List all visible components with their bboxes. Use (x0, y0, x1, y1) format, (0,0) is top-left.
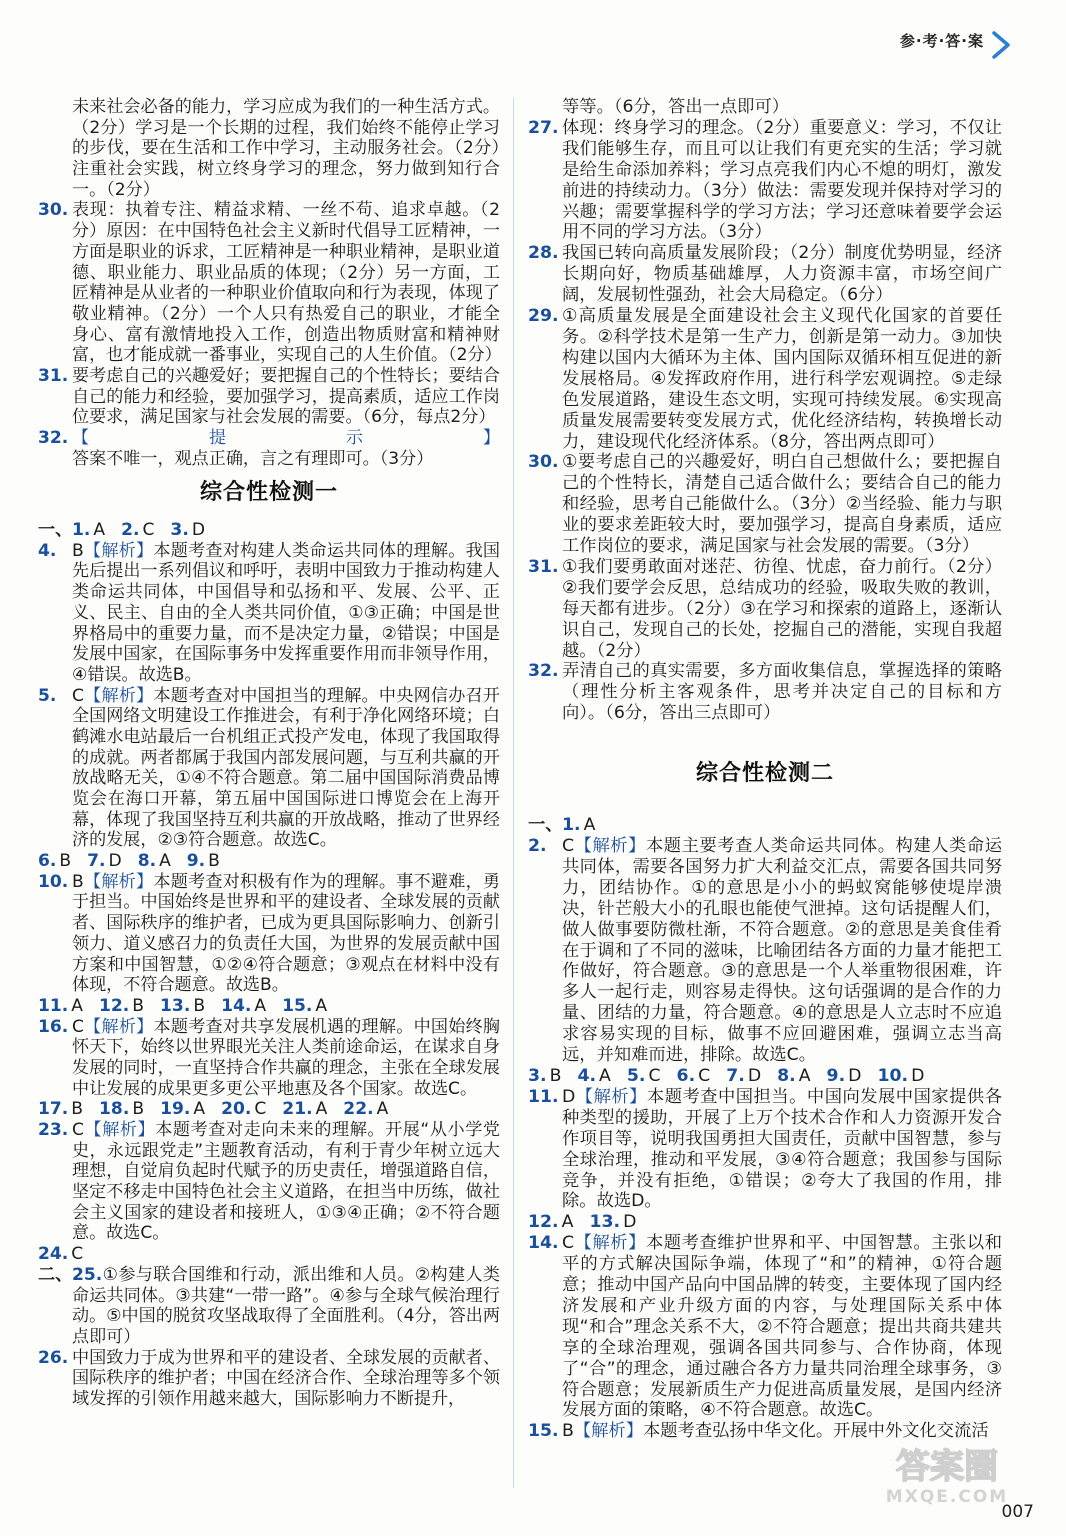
answer-text: 本题考查中国担当。中国向发展中国家提供各种类型的援助，开展了上万个技术合作和人力资源开发合作项目等，说明我国勇担大国责任，贡献中国智慧，参与全球治理，推动和平发展，③④符合题意；我国参与国际竞争，并没有拒绝，①错误；②夸大了我国的作用，排除。故选D。 (562, 1086, 1002, 1212)
answer-letter: C (142, 520, 155, 541)
question-number: 14. (528, 1233, 559, 1254)
answer-text: 等等。（6分，答出一点即可） (562, 97, 790, 117)
section-label: 一、 (38, 520, 73, 541)
question-number: 19. (160, 1099, 191, 1120)
answer-text: 未来社会必备的能力，学习应成为我们的一种生活方式。（2分）学习是一个长期的过程，我们始终不能停止学习的步伐，要在生活和工作中学习，主动服务社会。（2分）注重社会实践，树立终身学习的理念，努力做到知行合一。（2分） (72, 97, 500, 200)
analysis-tag: 【解析】 (575, 1086, 647, 1107)
question-number: 13. (589, 1212, 621, 1233)
answer-letter: B (59, 851, 72, 872)
analysis-tag: 【提示】 (72, 428, 500, 448)
answer-letter: D (191, 520, 205, 541)
answer-text: 本题考查对中国担当的理解。中央网信办召开全国网络文明建设工作推进会，有利于净化网络环境；白鹤滩水电站最后一台机组正式投产发电，体现了我国取得的成就。两者都属于我国内部发展问题，与互利共赢的开放战略无关，①④不符合题意。第二届中国国际消费品博览会在海口开幕，第五届中国国际进口博览会在上海开幕，体现了我国坚持互利共赢的开放战略，推动了世界经济的发展，②③符合题意。故选C。 (72, 685, 501, 851)
question-number: 15. (282, 995, 313, 1016)
question-number: 2. (121, 520, 140, 541)
answer-item (528, 836, 1002, 1066)
answer-item (38, 366, 500, 428)
answer-text: 本题考查对构建人类命运共同体的理解。我国先后提出一系列倡议和呼吁，表明中国致力于推动构建人类命运共同体，中国倡导和弘扬和平、发展、公平、正义、民主、自由的全人类共同价值，①③正确；中国是世界格局中的重要力量，而不是决定力量，②错误；中国是发展中国家，在国际事务中发挥重要作用而非领导作用，④错误。故选B。 (72, 540, 501, 685)
question-number: 二、 (38, 1264, 73, 1285)
answer-letter: C (648, 1065, 661, 1086)
answer-item (528, 1421, 1002, 1442)
analysis-tag: 【解析】 (574, 836, 646, 856)
question-number: 10. (877, 1065, 909, 1086)
question-number: 9. (186, 851, 206, 872)
answer-item (38, 428, 500, 469)
answer-item (528, 118, 1002, 243)
question-number: 32. (528, 661, 559, 682)
answer-item (528, 452, 1002, 557)
watermark-logo (872, 1442, 1022, 1506)
right-column (528, 97, 1002, 1442)
answer-letter: C (72, 1120, 84, 1140)
analysis-tag: 【解析】 (574, 1233, 646, 1254)
analysis-tag: 【解析】 (573, 1421, 643, 1442)
question-number: 8. (777, 1065, 796, 1086)
question-number: 6. (38, 851, 57, 872)
answer-letter: B (72, 540, 84, 561)
answer-text: 本题考查维护世界和平、中国智慧。主张以和平的方式解决国际争端，体现了“和”的精神，①符合题意；推动中国产品向中国品牌的转变，主要体现了国内经济发展和产业升级方面的内容，与处理国际关系中体现“和合”理念关系不大，②不符合题意；提出共商共建共享的全球治理观，强调各国共同参与、合作协商，体现了“合”的理念，通过融合各方力量共同治理全球事务，③符合题意；发展新质生产力促进高质量发展，是国内经济发展方面的策略，④不符合题意。故选C。 (562, 1233, 1002, 1421)
answer-letter: C (72, 1016, 84, 1037)
section-title: 综合性检测二 (695, 761, 834, 787)
question-number: 5. (38, 685, 57, 706)
answer-letter: A (193, 1099, 206, 1120)
answer-item (38, 1120, 500, 1244)
question-number: 29. (528, 306, 559, 327)
page-number: 007 (1001, 1502, 1034, 1522)
answer-letter: B (132, 995, 145, 1016)
choice-answers-row (528, 815, 1002, 836)
answer-item (38, 1348, 500, 1410)
analysis-tag: 【解析】 (83, 685, 154, 706)
answer-text: 弄清自己的真实需要，多方面收集信息，掌握选择的策略（理性分析主客观条件，思考并决定自己的目标和方向）。（6分，答出三点即可） (562, 661, 1002, 724)
question-number: 31. (38, 365, 69, 386)
question-number: 28. (528, 243, 559, 264)
question-number: 17. (38, 1099, 69, 1120)
question-number: 3. (528, 1065, 547, 1086)
column-divider (513, 98, 514, 1488)
analysis-tag: 【解析】 (83, 540, 154, 561)
question-number: 16. (38, 1016, 69, 1037)
answer-letter: C (562, 1233, 575, 1254)
continued-answer (38, 97, 500, 200)
answer-letter: D (848, 1065, 862, 1086)
question-number: 11. (528, 1086, 559, 1107)
answer-letter: A (254, 995, 267, 1016)
answer-text: 体现：终身学习的理念。（2分）重要意义：学习，不仅让我们能够生存，而且可以让我们有更充实的生活；学习就是给生命添加养料；学习点亮我们内心不熄的明灯，激发前进的持续动力。（3分）做法：需要发现并保持对学习的兴趣；需要掌握科学的学习方法；学习还意味着要学会运用不同的学习方法。（3分） (562, 117, 1002, 243)
answer-letter: A (561, 1212, 574, 1233)
question-number: 23. (38, 1120, 69, 1140)
page-header (900, 30, 984, 51)
question-number: 4. (577, 1065, 597, 1086)
answer-text: 答案不唯一，观点正确，言之有理即可。（3分） (72, 448, 434, 469)
answer-letter: B (562, 1421, 574, 1442)
continued-answer (528, 97, 1002, 118)
choice-answers-row (528, 1212, 1002, 1233)
choice-answers-row (38, 1244, 500, 1265)
question-number: 9. (826, 1065, 846, 1086)
question-number: 11. (38, 995, 69, 1016)
choice-answers-row (38, 851, 500, 872)
answer-letter: C (698, 1065, 711, 1086)
answer-letter: D (562, 1086, 576, 1107)
answer-letter: A (71, 995, 83, 1016)
answer-text: 本题主要考查人类命运共同体。构建人类命运共同体，需要各国努力扩大利益交汇点，需要各国共同努力，团结协作。①的意思是小小的蚂蚁窝能够使堤岸溃决，针芒般大小的孔眼也能使气泄掉。这句话提醒人们，做人做事要防微杜渐，不符合题意。②的意思是美食佳肴在于调和了不同的滋味，比喻团结各方面的力量才能把工作做好，符合题意。③的意思是一个人举重物很困难，许多人一起行走，则容易走得快。这句话强调的是合作的力量、团结的力量，符合题意。④的意思是人立志时不应追求容易实现的目标，做事不应回避困难，强调立志当高远，并知难而进，排除。故选C。 (562, 836, 1002, 1066)
choice-answers-row (38, 520, 500, 541)
answer-item (38, 200, 500, 366)
sub-question-number: 25. (72, 1264, 103, 1285)
question-number: 2. (528, 836, 547, 856)
answer-letter: C (71, 1244, 84, 1265)
answer-text: ①参与联合国维和行动，派出维和人员。②构建人类命运共同体。③共建“一带一路”。④参与全球气候治理行动。⑤中国的脱贫攻坚战取得了全面胜利。（4分，答出两点即可） (72, 1264, 500, 1347)
chevron-right-icon (990, 30, 1012, 60)
header-title: 参·考·答·案 (899, 32, 984, 50)
answer-letter: D (623, 1212, 637, 1233)
answer-item (528, 1233, 1002, 1421)
question-number: 21. (282, 1099, 313, 1120)
answer-text: 本题考查对积极有作为的理解。事不避难，勇于担当。中国始终是世界和平的建设者、全球发展的贡献者、国际秩序的维护者，已成为更具国际影响力、创新引领力、道义感召力的负责任大国，为世界的发展贡献中国方案和中国智慧，①②④符合题意；③观点在材料中没有体现，不符合题意。故选B。 (72, 871, 501, 996)
question-number: 31. (528, 556, 559, 577)
answer-item (38, 686, 500, 852)
answer-letter: C (254, 1099, 267, 1120)
analysis-tag: 【解析】 (83, 871, 154, 892)
question-number: 32. (38, 428, 69, 448)
answer-text: ①要考虑自己的兴趣爱好，明白自己想做什么；要把握自己的个性特长，清楚自己适合做什么；要结合自己的能力和经验，思考自己能做什么。（3分）②当经验、能力与职业的要求差距较大时，要加强学习，提高自身素质，适应工作岗位的要求，满足国家与社会发展的需要。（3分） (562, 452, 1002, 557)
left-column (38, 97, 500, 1410)
answer-item (38, 872, 500, 996)
question-number: 22. (343, 1099, 374, 1120)
answer-letter: B (132, 1099, 145, 1120)
answer-text: ①高质量发展是全面建设社会主义现代化国家的首要任务。②科学技术是第一生产力，创新是第一动力。③加快构建以国内大循环为主体、国内国际双循环相互促进的新发展格局。④发挥政府作用，进行科学宏观调控。⑤走绿色发展道路，建设生态文明，实现可持续发展。⑥实现高质量发展需要转变发展方式，优化经济结构，转换增长动力，建设现代化经济体系。（8分，答出两点即可） (562, 306, 1002, 452)
answer-letter: A (315, 1099, 328, 1120)
choice-answers-row (38, 996, 500, 1017)
section-label: 一、 (528, 815, 563, 836)
answer-letter: D (108, 851, 122, 872)
answer-letter: A (376, 1099, 389, 1120)
answer-item (528, 557, 1002, 662)
answer-text: 本题考查弘扬中华文化。开展中外文化交流活 (643, 1421, 989, 1442)
answer-item (38, 1265, 500, 1348)
question-number: 12. (528, 1212, 559, 1233)
answer-letter: A (798, 1065, 811, 1086)
question-number: 30. (38, 200, 69, 221)
choice-answers-row (528, 1066, 1002, 1087)
answer-text: 要考虑自己的兴趣爱好；要把握自己的个性特长；要结合自己的能力和经验，要加强学习，提高素质，适应工作岗位要求，满足国家与社会发展的需要。（6分，每点2分） (72, 365, 500, 428)
question-number: 5. (626, 1065, 646, 1086)
question-number: 13. (160, 995, 191, 1016)
question-number: 1. (562, 815, 581, 836)
answer-letter: A (315, 995, 328, 1016)
answer-letter: C (72, 685, 84, 706)
answer-letter: B (193, 995, 206, 1016)
answer-text: 本题考查对走向未来的理解。开展“从小学党史，永远跟党走”主题教育活动，有利于青少年树立远大理想，自觉肩负起时代赋予的历史责任，增强道路自信，坚定不移走中国特色社会主义道路，在担当中历练，做社会主义国家的建设者和接班人，①③④正确；②不符合题意。故选C。 (72, 1120, 501, 1244)
question-number: 1. (72, 520, 91, 541)
answer-letter: A (159, 851, 171, 872)
answer-letter: B (71, 1099, 84, 1120)
question-number: 30. (528, 452, 559, 473)
answer-letter: D (911, 1065, 925, 1086)
question-number: 20. (221, 1099, 252, 1120)
question-number: 7. (87, 851, 106, 872)
section-title: 综合性检测一 (199, 480, 338, 506)
answer-item (38, 1017, 500, 1100)
question-number: 15. (528, 1421, 559, 1442)
analysis-tag: 【解析】 (83, 1016, 154, 1037)
answer-text: 我国已转向高质量发展阶段；（2分）制度优势明显，经济长期向好，物质基础雄厚，人力资源丰富，市场空间广阔，发展韧性强劲，社会大局稳定。（6分） (562, 243, 1002, 306)
answer-text: 表现：执着专注、精益求精、一丝不苟、追求卓越。（2分）原因：在中国特色社会主义新时代倡导工匠精神，一方面是职业的诉求，工匠精神是一种职业精神，是职业道德、职业能力、职业品质的体现；（2分）另一方面，工匠精神是从业者的一种职业价值取向和行为表现，体现了敬业精神。（2分）一个人只有热爱自己的职业，才能全身心、富有激情地投入工作，创造出物质财富和精神财富，也才能成就一番事业，实现自己的人生价值。（2分） (72, 200, 502, 366)
answer-item (528, 306, 1002, 452)
answer-letter: A (93, 520, 106, 541)
answer-letter: B (208, 851, 220, 872)
question-number: 7. (726, 1065, 745, 1086)
question-number: 26. (38, 1347, 69, 1368)
answer-text: 中国致力于成为世界和平的建设者、全球发展的贡献者、国际秩序的维护者；中国在经济合作、全球治理等多个领域发挥的引领作用越来越大，国际影响力不断提升， (72, 1347, 500, 1409)
question-number: 10. (38, 871, 69, 892)
question-number: 27. (528, 117, 559, 138)
answer-item (38, 541, 500, 686)
question-number: 8. (137, 851, 157, 872)
answer-text: 本题考查对共享发展机遇的理解。中国始终胸怀天下，始终以世界眼光关注人类前途命运，在谋求自身发展的同时，一直坚持合作共赢的理念，主张在全球发展中让发展的成果更多更公平地惠及各个国家。故选C。 (72, 1016, 501, 1099)
answer-letter: B (549, 1065, 562, 1086)
answer-letter: D (747, 1065, 762, 1086)
question-number: 18. (99, 1099, 130, 1120)
answer-item (528, 1087, 1002, 1212)
question-number: 12. (99, 995, 130, 1016)
question-number: 3. (170, 520, 189, 541)
answer-letter: B (72, 871, 84, 892)
choice-answers-row (38, 1099, 500, 1120)
answer-item (528, 661, 1002, 724)
analysis-tag: 【解析】 (83, 1120, 156, 1140)
question-number: 4. (38, 540, 57, 561)
question-number: 24. (38, 1244, 69, 1265)
watermark-text: 答案圈 (896, 1447, 998, 1487)
answer-letter: A (583, 815, 596, 836)
watermark-site: MXQE.COM (885, 1487, 1009, 1506)
answer-text: ①我们要勇敢面对迷茫、彷徨、忧虑，奋力前行。（2分）②我们要学会反思，总结成功的经验，吸取失败的教训，每天都有进步。（2分）③在学习和探索的道路上，逐渐认识自己，发现自己的长处，挖掘自己的潜能，实现自我超越。（2分） (562, 556, 1002, 661)
answer-item (528, 243, 1002, 306)
answer-letter: C (562, 836, 575, 856)
question-number: 6. (676, 1065, 696, 1086)
answer-letter: A (599, 1065, 611, 1086)
question-number: 14. (221, 995, 252, 1016)
